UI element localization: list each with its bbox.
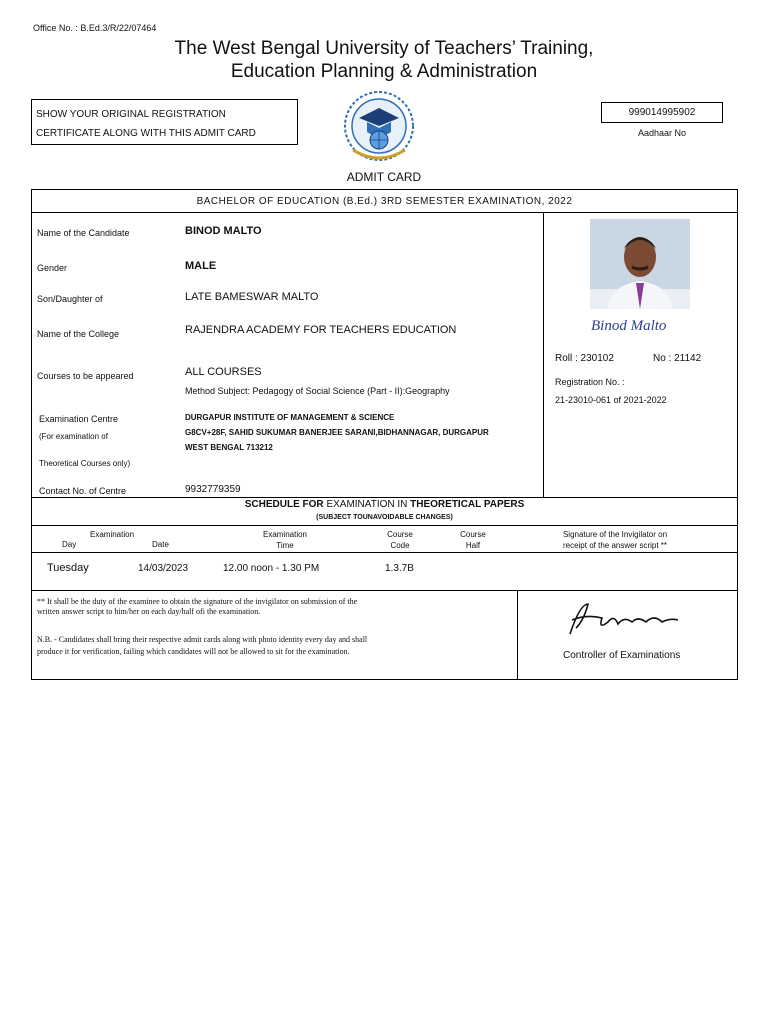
row-date: 14/03/2023 bbox=[138, 563, 189, 574]
controller-of-examinations: Controller of Examinations bbox=[563, 650, 681, 661]
schedule-row-divider bbox=[31, 590, 738, 591]
contact-value: 9932779359 bbox=[185, 484, 241, 495]
row-time: 12.00 noon - 1.30 PM bbox=[223, 563, 320, 574]
parent-value: LATE BAMESWAR MALTO bbox=[185, 291, 319, 303]
header-exam-time-1: Examination bbox=[262, 530, 308, 539]
header-course-half-2: Half bbox=[465, 541, 481, 550]
aadhaar-label: Aadhaar No bbox=[637, 128, 687, 138]
candidate-signature: Binod Malto bbox=[591, 318, 667, 334]
row-day: Tuesday bbox=[47, 562, 89, 574]
header-examination: Examination bbox=[90, 530, 135, 539]
centre-note-line2: Theoretical Courses only) bbox=[39, 459, 131, 468]
office-number: Office No. : B.Ed.3/R/22/07464 bbox=[33, 23, 157, 33]
candidate-name: BINOD MALTO bbox=[185, 225, 262, 237]
header-day: Day bbox=[62, 540, 77, 549]
exam-title: BACHELOR OF EDUCATION (B.Ed.) 3RD SEMESTER EXAMINATION, 2022 bbox=[196, 196, 573, 207]
photo-column-divider bbox=[543, 212, 544, 497]
schedule-subtitle-divider bbox=[31, 525, 738, 526]
instruction-line1: SHOW YOUR ORIGINAL REGISTRATION bbox=[36, 109, 226, 120]
note2-line2: produce it for verification, failing which candidates will not be allowed to sit for the examination. bbox=[37, 647, 350, 656]
registration-number: 21-23010-061 of 2021-2022 bbox=[555, 395, 667, 405]
note2-line1: N.B. - Candidates shall bring their respective admit cards along with photo identity every day and shall bbox=[37, 635, 368, 644]
courses-value: ALL COURSES bbox=[185, 366, 262, 378]
college-label: Name of the College bbox=[37, 329, 120, 339]
admit-card-heading: ADMIT CARD bbox=[346, 170, 422, 184]
aadhaar-number: 999014995902 bbox=[601, 102, 723, 123]
centre-label: Examination Centre bbox=[39, 414, 119, 424]
gender-label: Gender bbox=[37, 263, 68, 273]
note1-line2: written answer script to him/her on each day/half ofi the examination. bbox=[37, 607, 261, 616]
roll-number: Roll : 230102 bbox=[555, 353, 614, 364]
schedule-subtitle: (SUBJECT TOUNAVOIDABLE CHANGES) bbox=[316, 514, 453, 521]
centre-name: DURGAPUR INSTITUTE OF MANAGEMENT & SCIENCE bbox=[185, 413, 395, 422]
header-course-code-1: Course bbox=[387, 530, 413, 539]
note1-line1: ** It shall be the duty of the examinee to obtain the signature of the invigilator on submission of the bbox=[37, 597, 358, 606]
parent-label: Son/Daughter of bbox=[37, 294, 103, 304]
row-course-code: 1.3.7B bbox=[385, 563, 414, 574]
centre-note-line1: (For examination of bbox=[39, 432, 108, 441]
instruction-box bbox=[31, 99, 298, 145]
footer-divider bbox=[517, 590, 518, 680]
header-course-code-2: Code bbox=[390, 541, 410, 550]
candidate-number: No : 21142 bbox=[653, 353, 702, 364]
header-signature-2: receipt of the answer script ** bbox=[562, 541, 668, 550]
schedule-header-divider bbox=[31, 552, 738, 553]
university-name-line1: The West Bengal University of Teachers’ Training, bbox=[174, 38, 594, 59]
centre-address-line2: WEST BENGAL 713212 bbox=[185, 443, 273, 452]
university-logo-icon bbox=[343, 88, 415, 168]
schedule-title-part2: EXAMINATION IN bbox=[326, 499, 408, 510]
method-subject: Method Subject: Pedagogy of Social Science (Part - II):Geography bbox=[185, 386, 450, 396]
header-course-half-1: Course bbox=[460, 530, 486, 539]
contact-label: Contact No. of Centre bbox=[39, 486, 127, 496]
name-label: Name of the Candidate bbox=[37, 228, 130, 238]
schedule-top-divider bbox=[31, 497, 738, 498]
registration-label: Registration No. : bbox=[555, 377, 625, 387]
schedule-title-part3: THEORETICAL PAPERS bbox=[410, 499, 525, 510]
header-date: Date bbox=[152, 540, 169, 549]
candidate-photo-icon bbox=[590, 219, 690, 309]
schedule-title bbox=[31, 499, 738, 510]
controller-signature-icon bbox=[562, 600, 692, 638]
schedule-title-part1: SCHEDULE FOR bbox=[244, 499, 324, 510]
header-signature-1: Signature of the Invigilator on bbox=[562, 530, 668, 539]
header-exam-time-2: Time bbox=[276, 541, 294, 550]
college-value: RAJENDRA ACADEMY FOR TEACHERS EDUCATION bbox=[185, 324, 457, 336]
candidate-photo bbox=[590, 219, 690, 309]
courses-label: Courses to be appeared bbox=[37, 371, 134, 381]
university-name-line2: Education Planning & Administration bbox=[230, 61, 538, 82]
instruction-line2: CERTIFICATE ALONG WITH THIS ADMIT CARD bbox=[36, 128, 256, 139]
centre-address-line1: G8CV+28F, SAHID SUKUMAR BANERJEE SARANI,BIDHANNAGAR, DURGAPUR bbox=[185, 428, 489, 437]
title-divider bbox=[31, 212, 738, 213]
gender-value: MALE bbox=[185, 260, 217, 272]
